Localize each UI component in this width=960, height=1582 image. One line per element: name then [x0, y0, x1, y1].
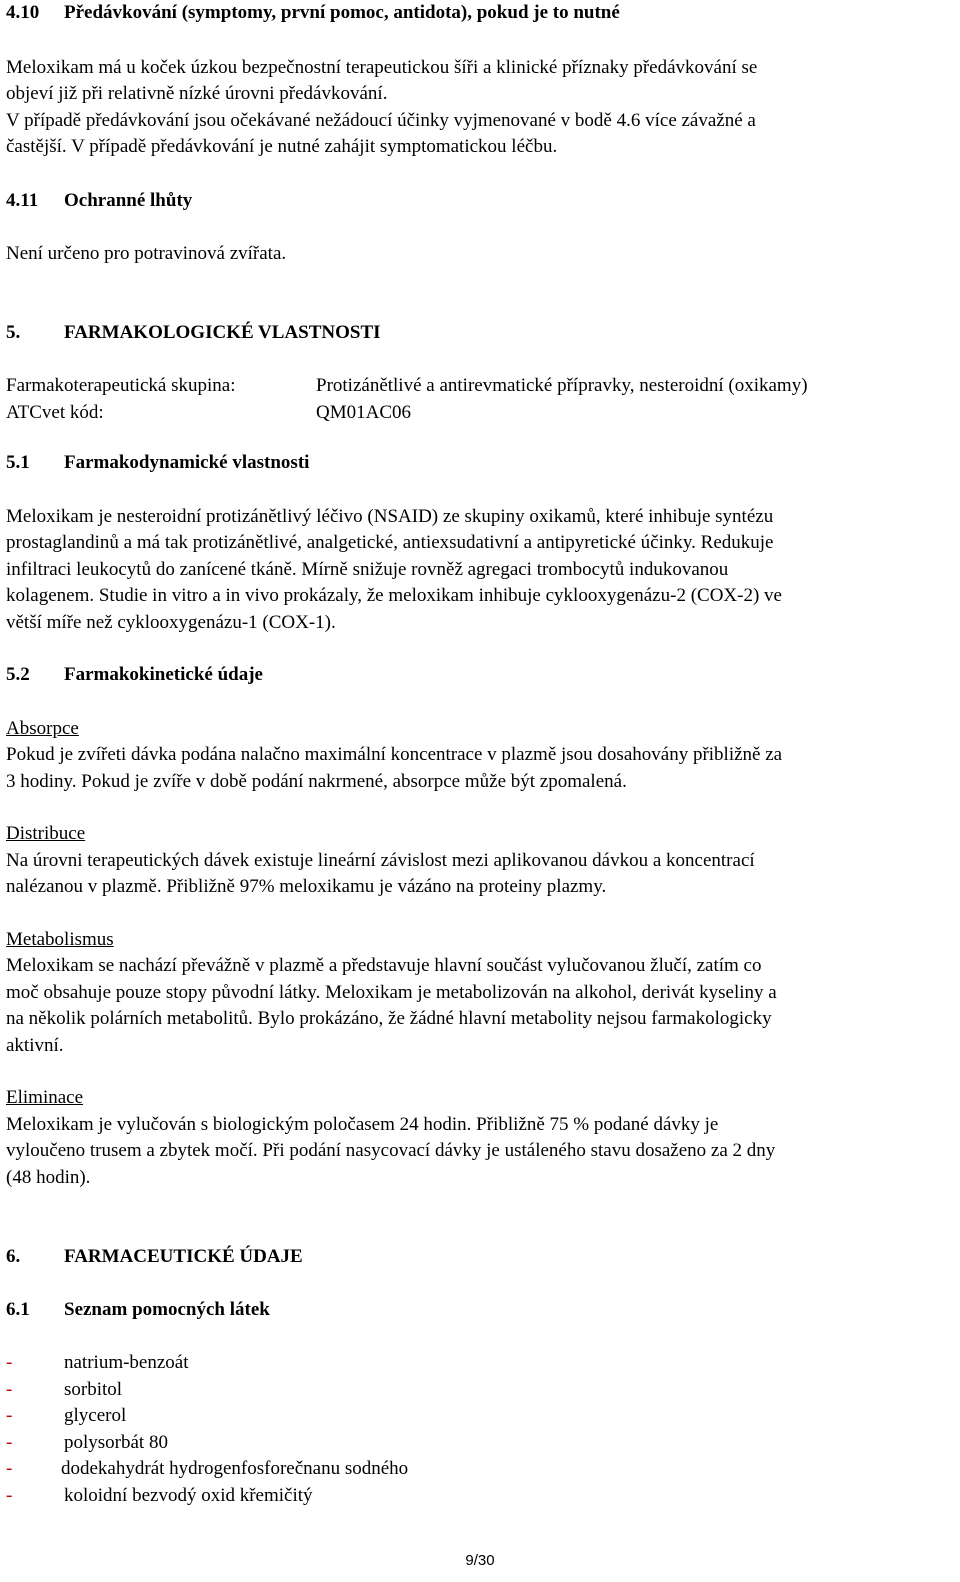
list-item-text: dodekahydrát hydrogenfosforečnanu sodného — [61, 1458, 409, 1480]
excipient-list — [6, 1350, 950, 1510]
paragraph-line: (48 hodin). — [6, 1166, 91, 1188]
paragraph-line: Meloxikam se nachází převážně v plazmě a představuje hlavní součást vylučovanou žlučí, zatím co — [6, 955, 762, 976]
section-title: FARMACEUTICKÉ ÚDAJE — [64, 1246, 303, 1267]
subsection-heading: Absorpce — [6, 717, 79, 739]
list-item-text: sorbitol — [64, 1378, 123, 1400]
subsection-heading: Metabolismus — [6, 928, 114, 950]
section-title: Ochranné lhůty — [64, 189, 193, 211]
section-6-1-heading — [6, 1297, 950, 1324]
section-number: 6. — [6, 1246, 21, 1267]
classification-row — [6, 400, 950, 427]
list-item — [6, 1350, 950, 1377]
section-title: Farmakodynamické vlastnosti — [64, 452, 310, 473]
section-4-10-heading — [6, 0, 950, 27]
list-bullet: - — [6, 1378, 13, 1400]
section-title: Předávkování (symptomy, první pomoc, antidota), pokud je to nutné — [64, 2, 620, 23]
list-item — [6, 1403, 950, 1430]
document-page — [6, 0, 950, 1510]
list-item-text: polysorbát 80 — [64, 1431, 168, 1453]
section-title: Seznam pomocných látek — [64, 1298, 270, 1320]
paragraph-line: nalézanou v plazmě. Přibližně 97% meloxikamu je vázáno na proteiny plazmy. — [6, 876, 607, 897]
paragraph-line: V případě předávkování jsou očekávané nežádoucí účinky vyjmenované v bodě 4.6 více závažné a — [6, 109, 756, 131]
paragraph-line: 3 hodiny. Pokud je zvíře v době podání nakrmené, absorpce může být zpomalená. — [6, 770, 627, 792]
list-bullet: - — [6, 1484, 13, 1506]
paragraph-line: Meloxikam je nesteroidní protizánětlivý léčivo (NSAID) ze skupiny oxikamů, které inhibuje syntézu — [6, 505, 774, 527]
section-4-10-body — [6, 55, 950, 161]
paragraph-line: na několik polárních metabolitů. Bylo prokázáno, že žádné hlavní metabolity nejsou farmakologicky — [6, 1008, 772, 1029]
list-item-text: glycerol — [64, 1405, 127, 1427]
classification-row — [6, 373, 950, 400]
section-5-1-body — [6, 504, 950, 637]
section-number: 5.2 — [6, 664, 30, 685]
section-5-2-heading — [6, 662, 950, 689]
metabolismus-block — [6, 927, 950, 1060]
section-title: Farmakokinetické údaje — [64, 664, 263, 685]
subsection-heading: Eliminace — [6, 1087, 84, 1108]
absorpce-block — [6, 716, 950, 796]
list-bullet: - — [6, 1458, 13, 1480]
subsection-heading: Distribuce — [6, 823, 86, 844]
list-bullet: - — [6, 1405, 13, 1427]
list-item — [6, 1483, 950, 1510]
paragraph-line: kolagenem. Studie in vitro a in vivo prokázaly, že meloxikam inhibuje cyklooxygenázu-2 (COX-2) ve — [6, 585, 782, 606]
section-number: 4.11 — [6, 189, 39, 211]
paragraph-line: vyloučeno trusem a zbytek močí. Při podání nasycovací dávky je ustáleného stavu dosaženo za 2 dny — [6, 1140, 776, 1161]
distribuce-block — [6, 821, 950, 901]
list-item-text: koloidní bezvodý oxid křemičitý — [64, 1484, 313, 1506]
paragraph-line: Pokud je zvířeti dávka podána nalačno maximální koncentrace v plazmě jsou dosahovány přibližně za — [6, 744, 783, 765]
list-bullet: - — [6, 1431, 13, 1453]
classification-table — [6, 373, 950, 426]
list-item-text: natrium-benzoát — [64, 1352, 189, 1373]
eliminace-block — [6, 1085, 950, 1191]
paragraph-line: objeví již při relativně nízké úrovni předávkování. — [6, 83, 388, 104]
section-4-11-text: Není určeno pro potravinová zvířata. — [6, 243, 287, 264]
row-value: Protizánětlivé a antirevmatické přípravky, nesteroidní (oxikamy) — [316, 375, 808, 396]
paragraph-line: častější. V případě předávkování je nutné zahájit symptomatickou léčbu. — [6, 136, 558, 157]
paragraph-line: Meloxikam je vylučován s biologickým poločasem 24 hodin. Přibližně 75 % podané dávky je — [6, 1113, 719, 1135]
paragraph-line: prostaglandinů a má tak protizánětlivé, analgetické, antiexsudativní a antipyretické účinky. Redukuje — [6, 532, 774, 553]
section-5-heading — [6, 320, 950, 347]
paragraph-line: moč obsahuje pouze stopy původní látky. Meloxikam je metabolizován na alkohol, derivát kyseliny a — [6, 981, 777, 1003]
section-4-11-heading — [6, 188, 950, 215]
paragraph-line: infiltraci leukocytů do zanícené tkáně. Mírně snižuje rovněž agregaci trombocytů indukovanou — [6, 558, 729, 580]
list-item — [6, 1456, 950, 1483]
page-number: 9/30 — [465, 1552, 495, 1569]
row-label: Farmakoterapeutická skupina: — [6, 375, 236, 396]
section-6-heading — [6, 1244, 950, 1271]
section-5-1-heading — [6, 450, 950, 477]
paragraph-line: Meloxikam má u koček úzkou bezpečnostní terapeutickou šíři a klinické příznaky předávkování se — [6, 56, 758, 78]
paragraph-line: větší míře než cyklooxygenázu-1 (COX-1). — [6, 611, 336, 633]
list-bullet: - — [6, 1352, 13, 1373]
paragraph-line: Na úrovni terapeutických dávek existuje lineární závislost mezi aplikovanou dávkou a koncentrací — [6, 849, 755, 871]
section-number: 4.10 — [6, 2, 40, 23]
section-number: 6.1 — [6, 1298, 30, 1320]
section-number: 5.1 — [6, 452, 30, 473]
row-label: ATCvet kód: — [6, 401, 104, 423]
paragraph-line: aktivní. — [6, 1034, 64, 1056]
row-value: QM01AC06 — [316, 401, 412, 423]
section-number: 5. — [6, 321, 21, 343]
list-item — [6, 1377, 950, 1404]
list-item — [6, 1430, 950, 1457]
section-title: FARMAKOLOGICKÉ VLASTNOSTI — [64, 321, 381, 343]
